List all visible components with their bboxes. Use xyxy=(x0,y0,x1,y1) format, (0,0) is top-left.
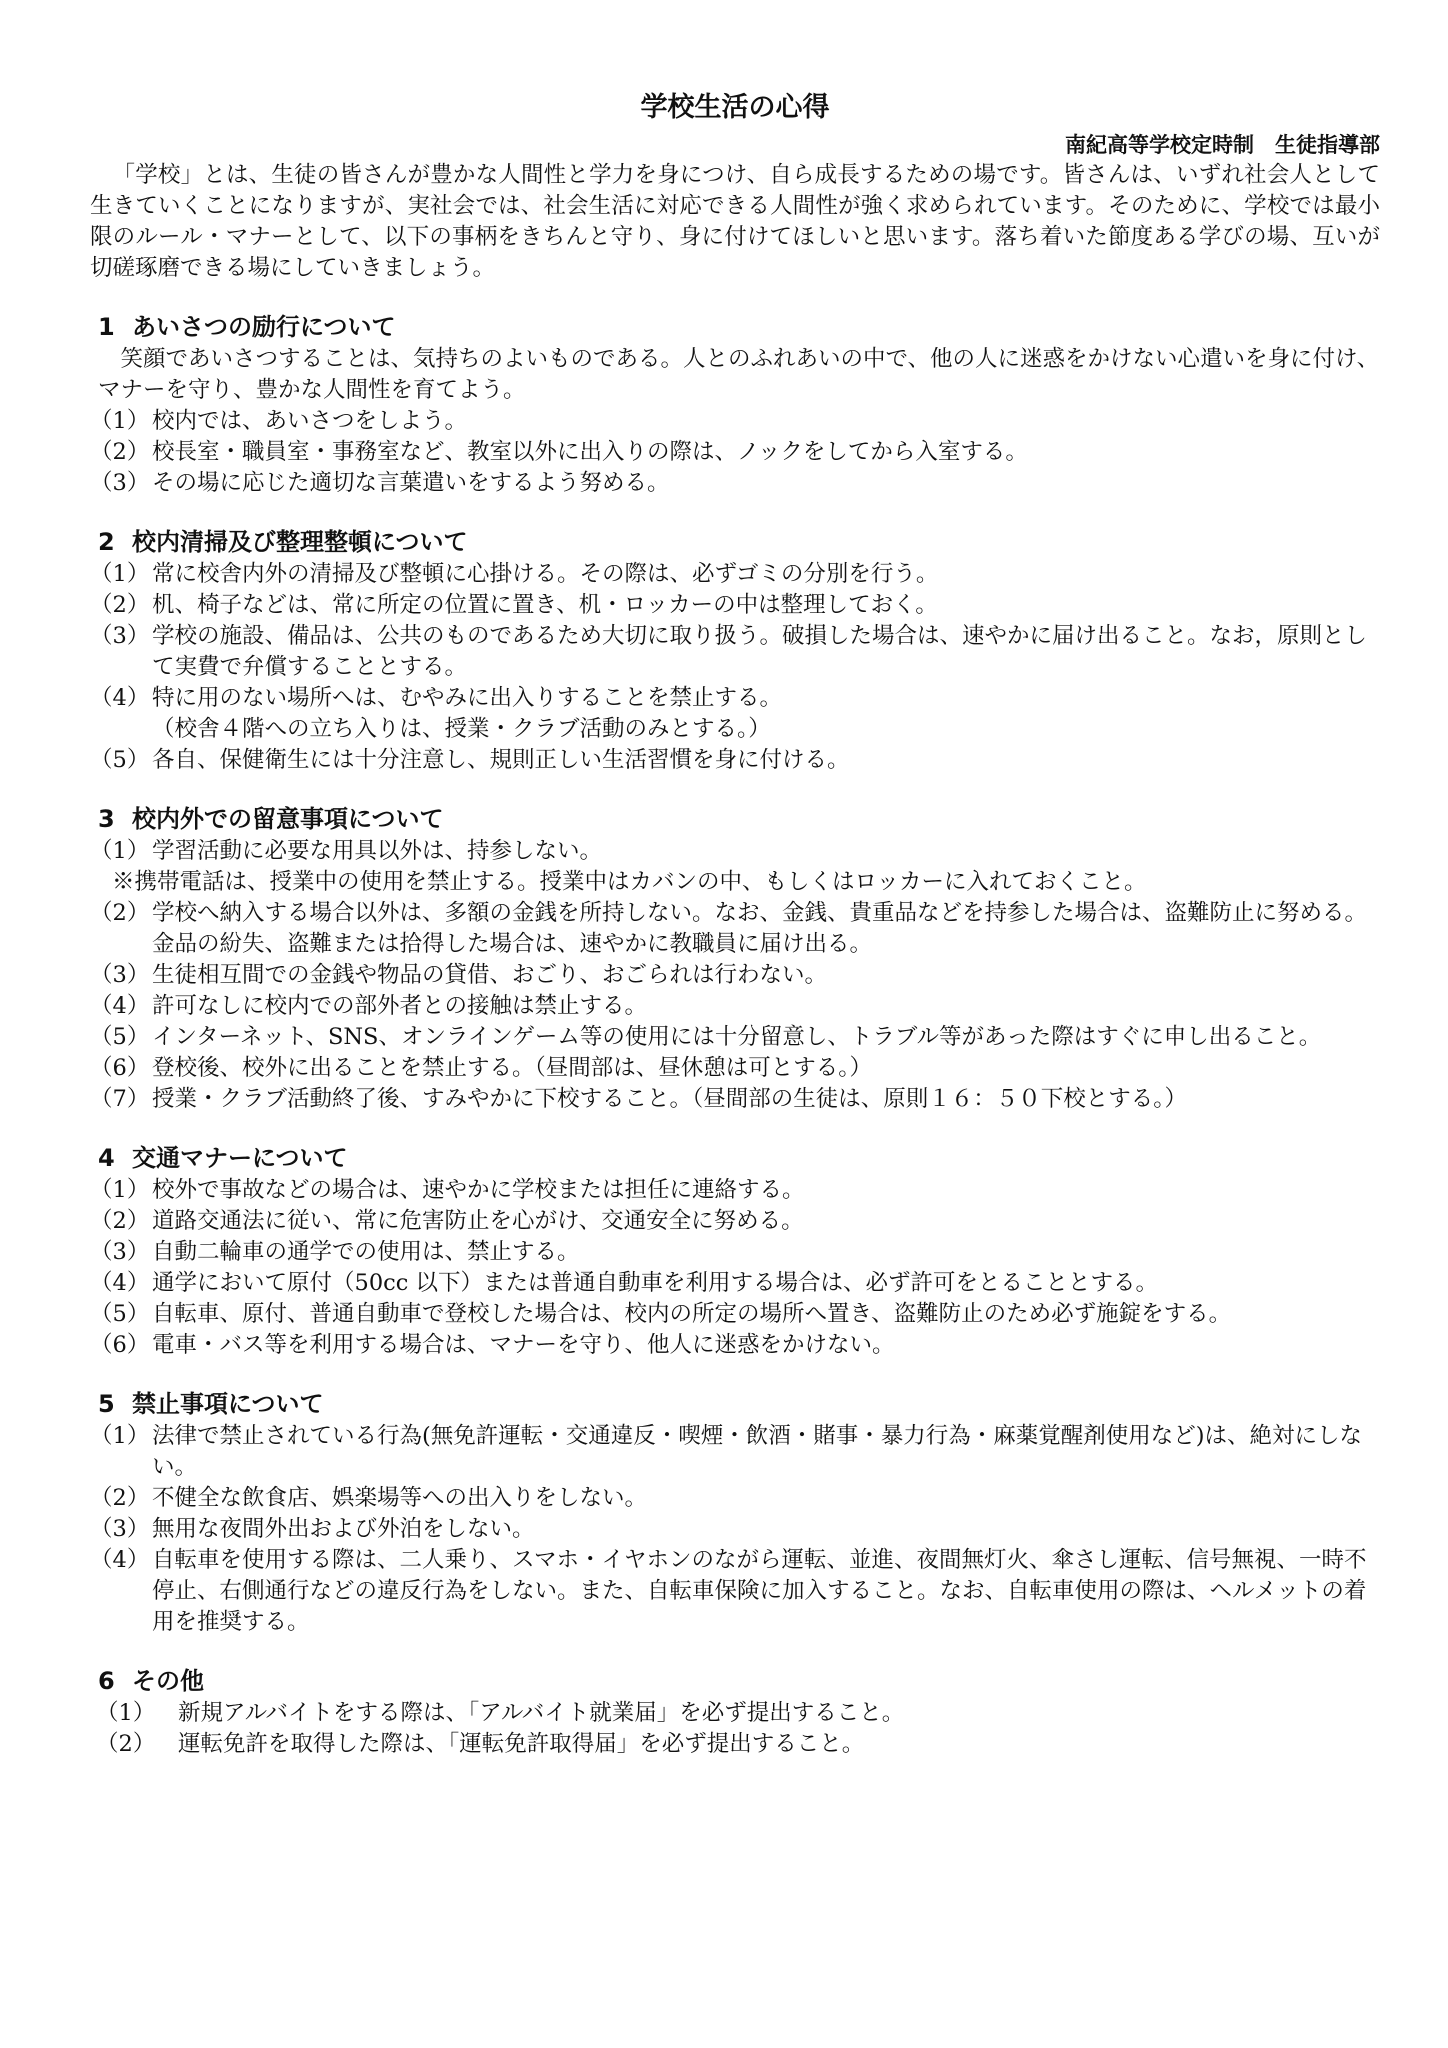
item-text: 自転車を使用する際は、二人乗り、スマホ・イヤホンのながら運転、並進、夜間無灯火、傘さし運転、信号無視、一時不停止、右側通行などの違反行為をしない。また、自転車保険に加入すること。なお、自転車使用の際は、ヘルメットの着用を推奨する。 xyxy=(152,1547,1367,1635)
item-text: 各自、保健衛生には十分注意し、規則正しい生活習慣を身に付ける。 xyxy=(152,747,850,773)
section-title: 交通マナーについて xyxy=(132,1144,348,1172)
section-title: 禁止事項について xyxy=(132,1390,324,1418)
item-text: 学習活動に必要な用具以外は、持参しない。 xyxy=(152,838,603,864)
item-number: （3） xyxy=(90,1239,150,1265)
item-number: （1） xyxy=(90,561,150,587)
item-number: （6） xyxy=(90,1332,150,1358)
item-number: （1） xyxy=(90,408,150,434)
item-number: （3） xyxy=(90,623,150,649)
section-number: 1 xyxy=(98,313,115,341)
section-5 xyxy=(90,1387,1380,1638)
list-item xyxy=(90,1022,1380,1053)
item-number: （1） xyxy=(90,1177,150,1203)
section-heading xyxy=(98,1387,1380,1421)
item-text: 道路交通法に従い、常に危害防止を心がけ、交通安全に努める。 xyxy=(152,1208,804,1234)
item-number: （2） xyxy=(90,1208,150,1234)
list-item xyxy=(90,621,1380,683)
item-text: 許可なしに校内での部外者との接触は禁止する。 xyxy=(152,993,648,1019)
item-text: 授業・クラブ活動終了後、すみやかに下校すること。（昼間部の生徒は、原則１６：５０下校とする。） xyxy=(152,1086,1188,1112)
item-number: （2） xyxy=(90,900,150,926)
list-item xyxy=(90,590,1380,621)
item-text: インターネット、SNS、オンラインゲーム等の使用には十分留意し、トラブル等があった際はすぐに申し出ること。 xyxy=(152,1024,1322,1050)
item-number: （1） xyxy=(96,1700,156,1726)
section-title: あいさつの励行について xyxy=(132,313,396,341)
section-6 xyxy=(90,1664,1380,1760)
list-item xyxy=(90,1175,1380,1206)
item-number: （5） xyxy=(90,1301,150,1327)
list-item xyxy=(90,836,1380,867)
item-number: （2） xyxy=(90,592,150,618)
section-title: 校内外での留意事項について xyxy=(132,805,444,833)
item-number: （4） xyxy=(90,1547,150,1573)
list-item xyxy=(90,1514,1380,1545)
item-number: （4） xyxy=(90,993,150,1019)
item-text: 運転免許を取得した際は、「運転免許取得届」を必ず提出すること。 xyxy=(178,1731,865,1757)
section-heading xyxy=(98,310,1380,344)
list-item xyxy=(90,1053,1380,1084)
item-text: 学校へ納入する場合以外は、多額の金銭を所持しない。なお、金銭、貴重品などを持参した場合は、盗難防止に努める。金品の紛失、盗難または拾得した場合は、速やかに教職員に届け出る。 xyxy=(152,900,1368,957)
list-item xyxy=(90,1698,1380,1729)
item-text: 特に用のない場所へは、むやみに出入りすることを禁止する。 xyxy=(152,685,783,711)
section-title: 校内清掃及び整理整頓について xyxy=(132,528,468,556)
item-text: 法律で禁止されている行為(無免許運転・交通違反・喫煙・飲酒・賭事・暴力行為・麻薬覚醒剤使用など)は、絶対にしない。 xyxy=(152,1423,1363,1480)
item-text: 登校後、校外に出ることを禁止する。（昼間部は、昼休憩は可とする。） xyxy=(152,1055,873,1081)
item-text: 常に校舎内外の清掃及び整頓に心掛ける。その際は、必ずゴミの分別を行う。 xyxy=(152,561,939,587)
item-text: 電車・バス等を利用する場合は、マナーを守り、他人に迷惑をかけない。 xyxy=(152,1332,895,1358)
section-1 xyxy=(90,310,1380,499)
list-item xyxy=(90,1206,1380,1237)
item-number: （5） xyxy=(90,1024,150,1050)
list-item xyxy=(90,1237,1380,1268)
list-item xyxy=(90,1421,1380,1483)
item-number: （2） xyxy=(90,439,150,465)
section-number: 5 xyxy=(98,1390,115,1418)
item-number: （5） xyxy=(90,747,150,773)
item-text: 学校の施設、備品は、公共のものであるため大切に取り扱う。破損した場合は、速やかに届け出ること。なお，原則として実費で弁償することとする。 xyxy=(152,623,1368,680)
item-number: （3） xyxy=(90,1516,150,1542)
list-item xyxy=(90,898,1380,960)
item-number: （2） xyxy=(90,1485,150,1511)
list-item xyxy=(90,406,1380,437)
author-organization: 南紀高等学校定時制 生徒指導部 xyxy=(1065,133,1380,157)
item-number: （3） xyxy=(90,470,150,496)
item-text: 自動二輪車の通学での使用は、禁止する。 xyxy=(152,1239,580,1265)
list-item xyxy=(90,1729,1380,1760)
list-item xyxy=(90,559,1380,590)
item-text: その場に応じた適切な言葉遣いをするよう努める。 xyxy=(152,470,670,496)
list-item xyxy=(90,1084,1380,1115)
section-heading xyxy=(98,525,1380,559)
section-4 xyxy=(90,1141,1380,1361)
section-number: 4 xyxy=(98,1144,115,1172)
intro-paragraph: 「学校」とは、生徒の皆さんが豊かな人間性と学力を身につけ、自ら成長するための場です。皆さんは、いずれ社会人として生きていくことになりますが、実社会では、社会生活に対応できる人間性が強く求められています。そのために、学校では最小限のルール・マナーとして、以下の事柄をきちんと守り、身に付けてほしいと思います。落ち着いた節度ある学びの場、互いが切磋琢磨できる場にしていきましょう。 xyxy=(90,162,1380,281)
section-title: その他 xyxy=(132,1667,204,1695)
section-heading xyxy=(98,1141,1380,1175)
item-text: 新規アルバイトをする際は、「アルバイト就業届」を必ず提出すること。 xyxy=(178,1700,905,1726)
item-number: （4） xyxy=(90,685,150,711)
section-lead: 笑顔であいさつすることは、気持ちのよいものである。人とのふれあいの中で、他の人に迷惑をかけない心遣いを身に付け、マナーを守り、豊かな人間性を育てよう。 xyxy=(98,346,1380,403)
item-text: 自転車、原付、普通自動車で登校した場合は、校内の所定の場所へ置き、盗難防止のため必ず施錠をする。 xyxy=(152,1301,1232,1327)
list-item xyxy=(90,960,1380,991)
item-number: （1） xyxy=(90,1423,150,1449)
list-item xyxy=(90,1330,1380,1361)
section-3 xyxy=(90,802,1380,1115)
list-item xyxy=(90,437,1380,468)
item-number: （7） xyxy=(90,1086,150,1112)
item-note: ※携帯電話は、授業中の使用を禁止する。授業中はカバンの中、もしくはロッカーに入れておくこと。 xyxy=(112,869,1147,895)
list-item xyxy=(90,745,1380,776)
item-text: 通学において原付（50cc 以下）または普通自動車を利用する場合は、必ず許可をとることとする。 xyxy=(152,1270,1158,1296)
section-number: 3 xyxy=(98,805,115,833)
item-text: 机、椅子などは、常に所定の位置に置き、机・ロッカーの中は整理しておく。 xyxy=(152,592,938,618)
item-subnote: （校舎４階への立ち入りは、授業・クラブ活動のみとする。） xyxy=(152,716,771,742)
page-title: 学校生活の心得 xyxy=(640,92,830,123)
document-page xyxy=(90,90,1380,1786)
item-number: （4） xyxy=(90,1270,150,1296)
list-item xyxy=(90,991,1380,1022)
item-text: 無用な夜間外出および外泊をしない。 xyxy=(152,1516,535,1542)
item-text: 校外で事故などの場合は、速やかに学校または担任に連絡する。 xyxy=(152,1177,805,1203)
item-number: （1） xyxy=(90,838,150,864)
list-item xyxy=(90,683,1380,714)
item-text: 校内では、あいさつをしよう。 xyxy=(152,408,468,434)
section-number: 6 xyxy=(98,1667,115,1695)
list-item xyxy=(90,1299,1380,1330)
section-2 xyxy=(90,525,1380,776)
item-number: （3） xyxy=(90,962,150,988)
item-number: （2） xyxy=(96,1731,156,1757)
item-text: 校長室・職員室・事務室など、教室以外に出入りの際は、ノックをしてから入室する。 xyxy=(152,439,1028,465)
list-item xyxy=(90,1545,1380,1638)
list-item xyxy=(90,1268,1380,1299)
item-text: 不健全な飲食店、娯楽場等への出入りをしない。 xyxy=(152,1485,648,1511)
section-number: 2 xyxy=(98,528,115,556)
list-item xyxy=(90,468,1380,499)
item-number: （6） xyxy=(90,1055,150,1081)
item-text: 生徒相互間での金銭や物品の貸借、おごり、おごられは行わない。 xyxy=(152,962,828,988)
section-heading xyxy=(98,1664,1380,1698)
list-item xyxy=(90,1483,1380,1514)
section-heading xyxy=(98,802,1380,836)
